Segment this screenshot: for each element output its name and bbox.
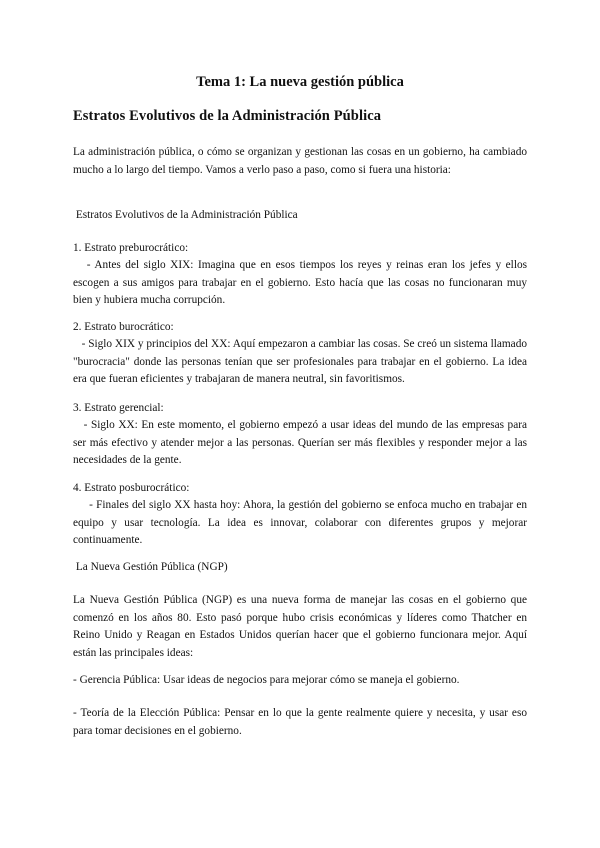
estrato-4-title: 4. Estrato posburocrático: bbox=[73, 482, 190, 494]
ngp-intro-paragraph: La Nueva Gestión Pública (NGP) es una nueva forma de manejar las cosas en el gobierno que comenzó en los años 80. Esto pasó porque hubo crisis económicas y líderes como Thatcher en Reino Unido y Reagan en Estados Unidos querían hacer que el gobierno funcionara mejor. Aquí están las principales ideas: bbox=[73, 594, 527, 659]
estrato-4-text: - Finales del siglo XX hasta hoy: Ahora, la gestión del gobierno se enfoca mucho en trabajar en equipo y usar tecnología. La idea es innovar, colaborar con diferentes grupos y mejorar continuamente. bbox=[73, 499, 530, 546]
ngp-idea-2: - Teoría de la Elección Pública: Pensar en lo que la gente realmente quiere y necesita, y usar eso para tomar decisiones en el gobierno. bbox=[73, 707, 527, 737]
estrato-2-text: - Siglo XIX y principios del XX: Aquí empezaron a cambiar las cosas. Se creó un sistema llamado "burocracia" donde las personas tenían que ser profesionales para trabajar en el gobierno. La idea era que fueran eficientes y trabajaran de manera neutral, sin favoritismos. bbox=[73, 338, 530, 385]
estrato-3-title: 3. Estrato gerencial: bbox=[73, 402, 164, 414]
estrato-3-text: - Siglo XX: En este momento, el gobierno empezó a usar ideas del mundo de las empresas para ser más efectivo y atender mejor a las personas. Querían ser más flexibles y responder mejor a las necesidades de la gente. bbox=[73, 419, 530, 466]
subheading-ngp: La Nueva Gestión Pública (NGP) bbox=[73, 561, 228, 573]
document-title: Tema 1: La nueva gestión pública bbox=[196, 74, 404, 90]
estrato-2-title: 2. Estrato burocrático: bbox=[73, 321, 174, 333]
section-heading: Estratos Evolutivos de la Administración Pública bbox=[73, 108, 382, 124]
intro-paragraph: La administración pública, o cómo se organizan y gestionan las cosas en un gobierno, ha cambiado mucho a lo largo del tiempo. Vamos a verlo paso a paso, como si fuera una historia: bbox=[73, 146, 527, 176]
estrato-1-title: 1. Estrato preburocrático: bbox=[73, 242, 189, 254]
ngp-idea-1: - Gerencia Pública: Usar ideas de negocios para mejorar cómo se maneja el gobierno. bbox=[73, 674, 460, 686]
subheading-estratos: Estratos Evolutivos de la Administración Pública bbox=[73, 209, 298, 221]
estrato-1-text: - Antes del siglo XIX: Imagina que en esos tiempos los reyes y reinas eran los jefes y ellos escogen a sus amigos para trabajar en el gobierno. Esto hacía que las cosas no funcionaran muy bien y hubiera mucha corrupción. bbox=[73, 259, 530, 306]
